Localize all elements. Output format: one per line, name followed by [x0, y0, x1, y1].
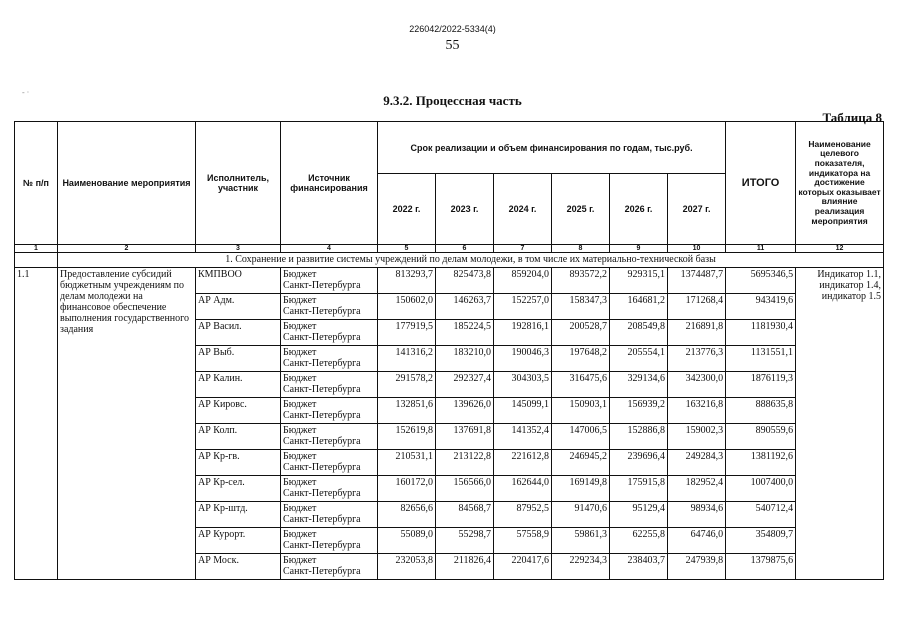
total-cell: 1181930,4	[726, 320, 796, 346]
item-number: 1.1	[15, 268, 58, 580]
total-cell: 1007400,0	[726, 476, 796, 502]
year-value-cell: 182952,4	[668, 476, 726, 502]
year-value-cell: 291578,2	[378, 372, 436, 398]
source-line: Бюджет	[283, 373, 317, 384]
year-value-cell: 192816,1	[494, 320, 552, 346]
source-cell	[281, 528, 378, 554]
year-value-cell: 216891,8	[668, 320, 726, 346]
executor-cell: КМПВОО	[196, 268, 281, 294]
year-value-cell: 813293,7	[378, 268, 436, 294]
year-value-cell: 329134,6	[610, 372, 668, 398]
source-cell	[281, 372, 378, 398]
year-value-cell: 59861,3	[552, 528, 610, 554]
year-value-cell: 238403,7	[610, 554, 668, 580]
source-cell	[281, 398, 378, 424]
source-line: Бюджет	[283, 269, 317, 280]
column-number: 1	[15, 245, 58, 253]
source-cell	[281, 424, 378, 450]
column-number: 3	[196, 245, 281, 253]
year-value-cell: 91470,6	[552, 502, 610, 528]
year-value-cell: 208549,8	[610, 320, 668, 346]
column-number: 6	[436, 245, 494, 253]
source-line: Санкт-Петербурга	[283, 358, 361, 369]
source-line: Санкт-Петербурга	[283, 436, 361, 447]
column-number: 7	[494, 245, 552, 253]
year-value-cell: 132851,6	[378, 398, 436, 424]
year-value-cell: 183210,0	[436, 346, 494, 372]
column-number: 11	[726, 245, 796, 253]
source-line: Санкт-Петербурга	[283, 514, 361, 525]
source-line: Санкт-Петербурга	[283, 306, 361, 317]
source-cell	[281, 320, 378, 346]
source-line: Бюджет	[283, 529, 317, 540]
header-name: Наименование мероприятия	[58, 122, 196, 245]
source-line: Санкт-Петербурга	[283, 280, 361, 291]
year-value-cell: 137691,8	[436, 424, 494, 450]
executor-cell: АР Кр-штд.	[196, 502, 281, 528]
year-value-cell: 95129,4	[610, 502, 668, 528]
header-source: Источник финансирования	[281, 122, 378, 245]
scan-mark: - ·	[22, 88, 30, 97]
year-value-cell: 239696,4	[610, 450, 668, 476]
source-line: Бюджет	[283, 451, 317, 462]
column-number: 9	[610, 245, 668, 253]
source-line: Санкт-Петербурга	[283, 462, 361, 473]
source-cell	[281, 554, 378, 580]
source-line: Санкт-Петербурга	[283, 384, 361, 395]
year-value-cell: 221612,8	[494, 450, 552, 476]
source-line: Бюджет	[283, 295, 317, 306]
year-value-cell: 929315,1	[610, 268, 668, 294]
indicator-cell: Индикатор 1.1, индикатор 1.4, индикатор 1.5	[796, 268, 884, 580]
year-value-cell: 152886,8	[610, 424, 668, 450]
year-value-cell: 210531,1	[378, 450, 436, 476]
year-value-cell: 162644,0	[494, 476, 552, 502]
source-line: Санкт-Петербурга	[283, 540, 361, 551]
column-number: 2	[58, 245, 196, 253]
page-number: 55	[445, 38, 460, 53]
year-value-cell: 152619,8	[378, 424, 436, 450]
year-value-cell: 213122,8	[436, 450, 494, 476]
source-line: Бюджет	[283, 425, 317, 436]
total-cell: 5695346,5	[726, 268, 796, 294]
year-value-cell: 57558,9	[494, 528, 552, 554]
source-cell	[281, 476, 378, 502]
year-value-cell: 146263,7	[436, 294, 494, 320]
year-value-cell: 169149,8	[552, 476, 610, 502]
header-executor: Исполнитель, участник	[196, 122, 281, 245]
source-line: Бюджет	[283, 347, 317, 358]
year-value-cell: 160172,0	[378, 476, 436, 502]
source-line: Санкт-Петербурга	[283, 566, 361, 577]
year-value-cell: 159002,3	[668, 424, 726, 450]
executor-cell: АР Колп.	[196, 424, 281, 450]
section-spacer	[15, 253, 58, 268]
total-cell: 1379875,6	[726, 554, 796, 580]
year-value-cell: 152257,0	[494, 294, 552, 320]
source-cell	[281, 294, 378, 320]
year-value-cell: 55298,7	[436, 528, 494, 554]
year-value-cell: 247939,8	[668, 554, 726, 580]
header-year: 2026 г.	[610, 174, 668, 245]
table-label: Таблица 8	[822, 110, 882, 125]
header-years-group: Срок реализации и объем финансирования по годам, тыс.руб.	[378, 122, 726, 174]
document-number: 226042/2022-5334(4)	[409, 24, 496, 34]
year-value-cell: 229234,3	[552, 554, 610, 580]
year-value-cell: 175915,8	[610, 476, 668, 502]
year-value-cell: 232053,8	[378, 554, 436, 580]
column-number: 5	[378, 245, 436, 253]
section-heading: 1. Сохранение и развитие системы учреждений по делам молодежи, в том числе их материально-технической базы	[58, 253, 884, 268]
source-cell	[281, 502, 378, 528]
source-line: Санкт-Петербурга	[283, 488, 361, 499]
year-value-cell: 62255,8	[610, 528, 668, 554]
executor-cell: АР Моск.	[196, 554, 281, 580]
year-value-cell: 292327,4	[436, 372, 494, 398]
year-value-cell: 156939,2	[610, 398, 668, 424]
year-value-cell: 171268,4	[668, 294, 726, 320]
total-cell: 890559,6	[726, 424, 796, 450]
year-value-cell: 158347,3	[552, 294, 610, 320]
year-value-cell: 98934,6	[668, 502, 726, 528]
column-number: 4	[281, 245, 378, 253]
year-value-cell: 141316,2	[378, 346, 436, 372]
source-line: Бюджет	[283, 399, 317, 410]
year-value-cell: 84568,7	[436, 502, 494, 528]
source-line: Бюджет	[283, 555, 317, 566]
source-line: Бюджет	[283, 503, 317, 514]
year-value-cell: 177919,5	[378, 320, 436, 346]
executor-cell: АР Васил.	[196, 320, 281, 346]
year-value-cell: 249284,3	[668, 450, 726, 476]
total-cell: 888635,8	[726, 398, 796, 424]
total-cell: 943419,6	[726, 294, 796, 320]
year-value-cell: 342300,0	[668, 372, 726, 398]
year-value-cell: 147006,5	[552, 424, 610, 450]
item-name: Предоставление субсидий бюджетным учреждениям по делам молодежи на финансовое обеспечение выполнения государственного задания	[58, 268, 196, 580]
executor-cell: АР Адм.	[196, 294, 281, 320]
header-year: 2024 г.	[494, 174, 552, 245]
total-cell: 540712,4	[726, 502, 796, 528]
source-cell	[281, 268, 378, 294]
section-title: 9.3.2. Процессная часть	[383, 93, 522, 108]
source-line: Санкт-Петербурга	[283, 332, 361, 343]
executor-cell: АР Кр-сел.	[196, 476, 281, 502]
header-indicator: Наименование целевого показателя, индикатора на достижение которых оказывает влияние реализация мероприятия	[796, 122, 884, 245]
year-value-cell: 164681,2	[610, 294, 668, 320]
year-value-cell: 825473,8	[436, 268, 494, 294]
header-year: 2023 г.	[436, 174, 494, 245]
column-number: 8	[552, 245, 610, 253]
year-value-cell: 82656,6	[378, 502, 436, 528]
total-cell: 354809,7	[726, 528, 796, 554]
year-value-cell: 220417,6	[494, 554, 552, 580]
total-cell: 1876119,3	[726, 372, 796, 398]
year-value-cell: 87952,5	[494, 502, 552, 528]
source-line: Бюджет	[283, 477, 317, 488]
year-value-cell: 156566,0	[436, 476, 494, 502]
year-value-cell: 190046,3	[494, 346, 552, 372]
year-value-cell: 316475,6	[552, 372, 610, 398]
year-value-cell: 185224,5	[436, 320, 494, 346]
executor-cell: АР Курорт.	[196, 528, 281, 554]
source-line: Санкт-Петербурга	[283, 410, 361, 421]
year-value-cell: 213776,3	[668, 346, 726, 372]
year-value-cell: 859204,0	[494, 268, 552, 294]
executor-cell: АР Кировс.	[196, 398, 281, 424]
year-value-cell: 197648,2	[552, 346, 610, 372]
year-value-cell: 145099,1	[494, 398, 552, 424]
year-value-cell: 64746,0	[668, 528, 726, 554]
source-cell	[281, 346, 378, 372]
executor-cell: АР Кр-гв.	[196, 450, 281, 476]
year-value-cell: 1374487,7	[668, 268, 726, 294]
source-line: Бюджет	[283, 321, 317, 332]
total-cell: 1131551,1	[726, 346, 796, 372]
year-value-cell: 163216,8	[668, 398, 726, 424]
year-value-cell: 205554,1	[610, 346, 668, 372]
total-cell: 1381192,6	[726, 450, 796, 476]
year-value-cell: 150602,0	[378, 294, 436, 320]
year-value-cell: 141352,4	[494, 424, 552, 450]
year-value-cell: 139626,0	[436, 398, 494, 424]
year-value-cell: 893572,2	[552, 268, 610, 294]
header-num: № п/п	[15, 122, 58, 245]
year-value-cell: 150903,1	[552, 398, 610, 424]
year-value-cell: 200528,7	[552, 320, 610, 346]
executor-cell: АР Выб.	[196, 346, 281, 372]
header-year: 2025 г.	[552, 174, 610, 245]
year-value-cell: 246945,2	[552, 450, 610, 476]
header-year: 2022 г.	[378, 174, 436, 245]
header-year: 2027 г.	[668, 174, 726, 245]
header-total: ИТОГО	[726, 122, 796, 245]
column-number: 12	[796, 245, 884, 253]
executor-cell: АР Калин.	[196, 372, 281, 398]
table-row	[15, 268, 884, 294]
year-value-cell: 211826,4	[436, 554, 494, 580]
year-value-cell: 55089,0	[378, 528, 436, 554]
year-value-cell: 304303,5	[494, 372, 552, 398]
funding-table	[14, 121, 884, 580]
column-number: 10	[668, 245, 726, 253]
source-cell	[281, 450, 378, 476]
